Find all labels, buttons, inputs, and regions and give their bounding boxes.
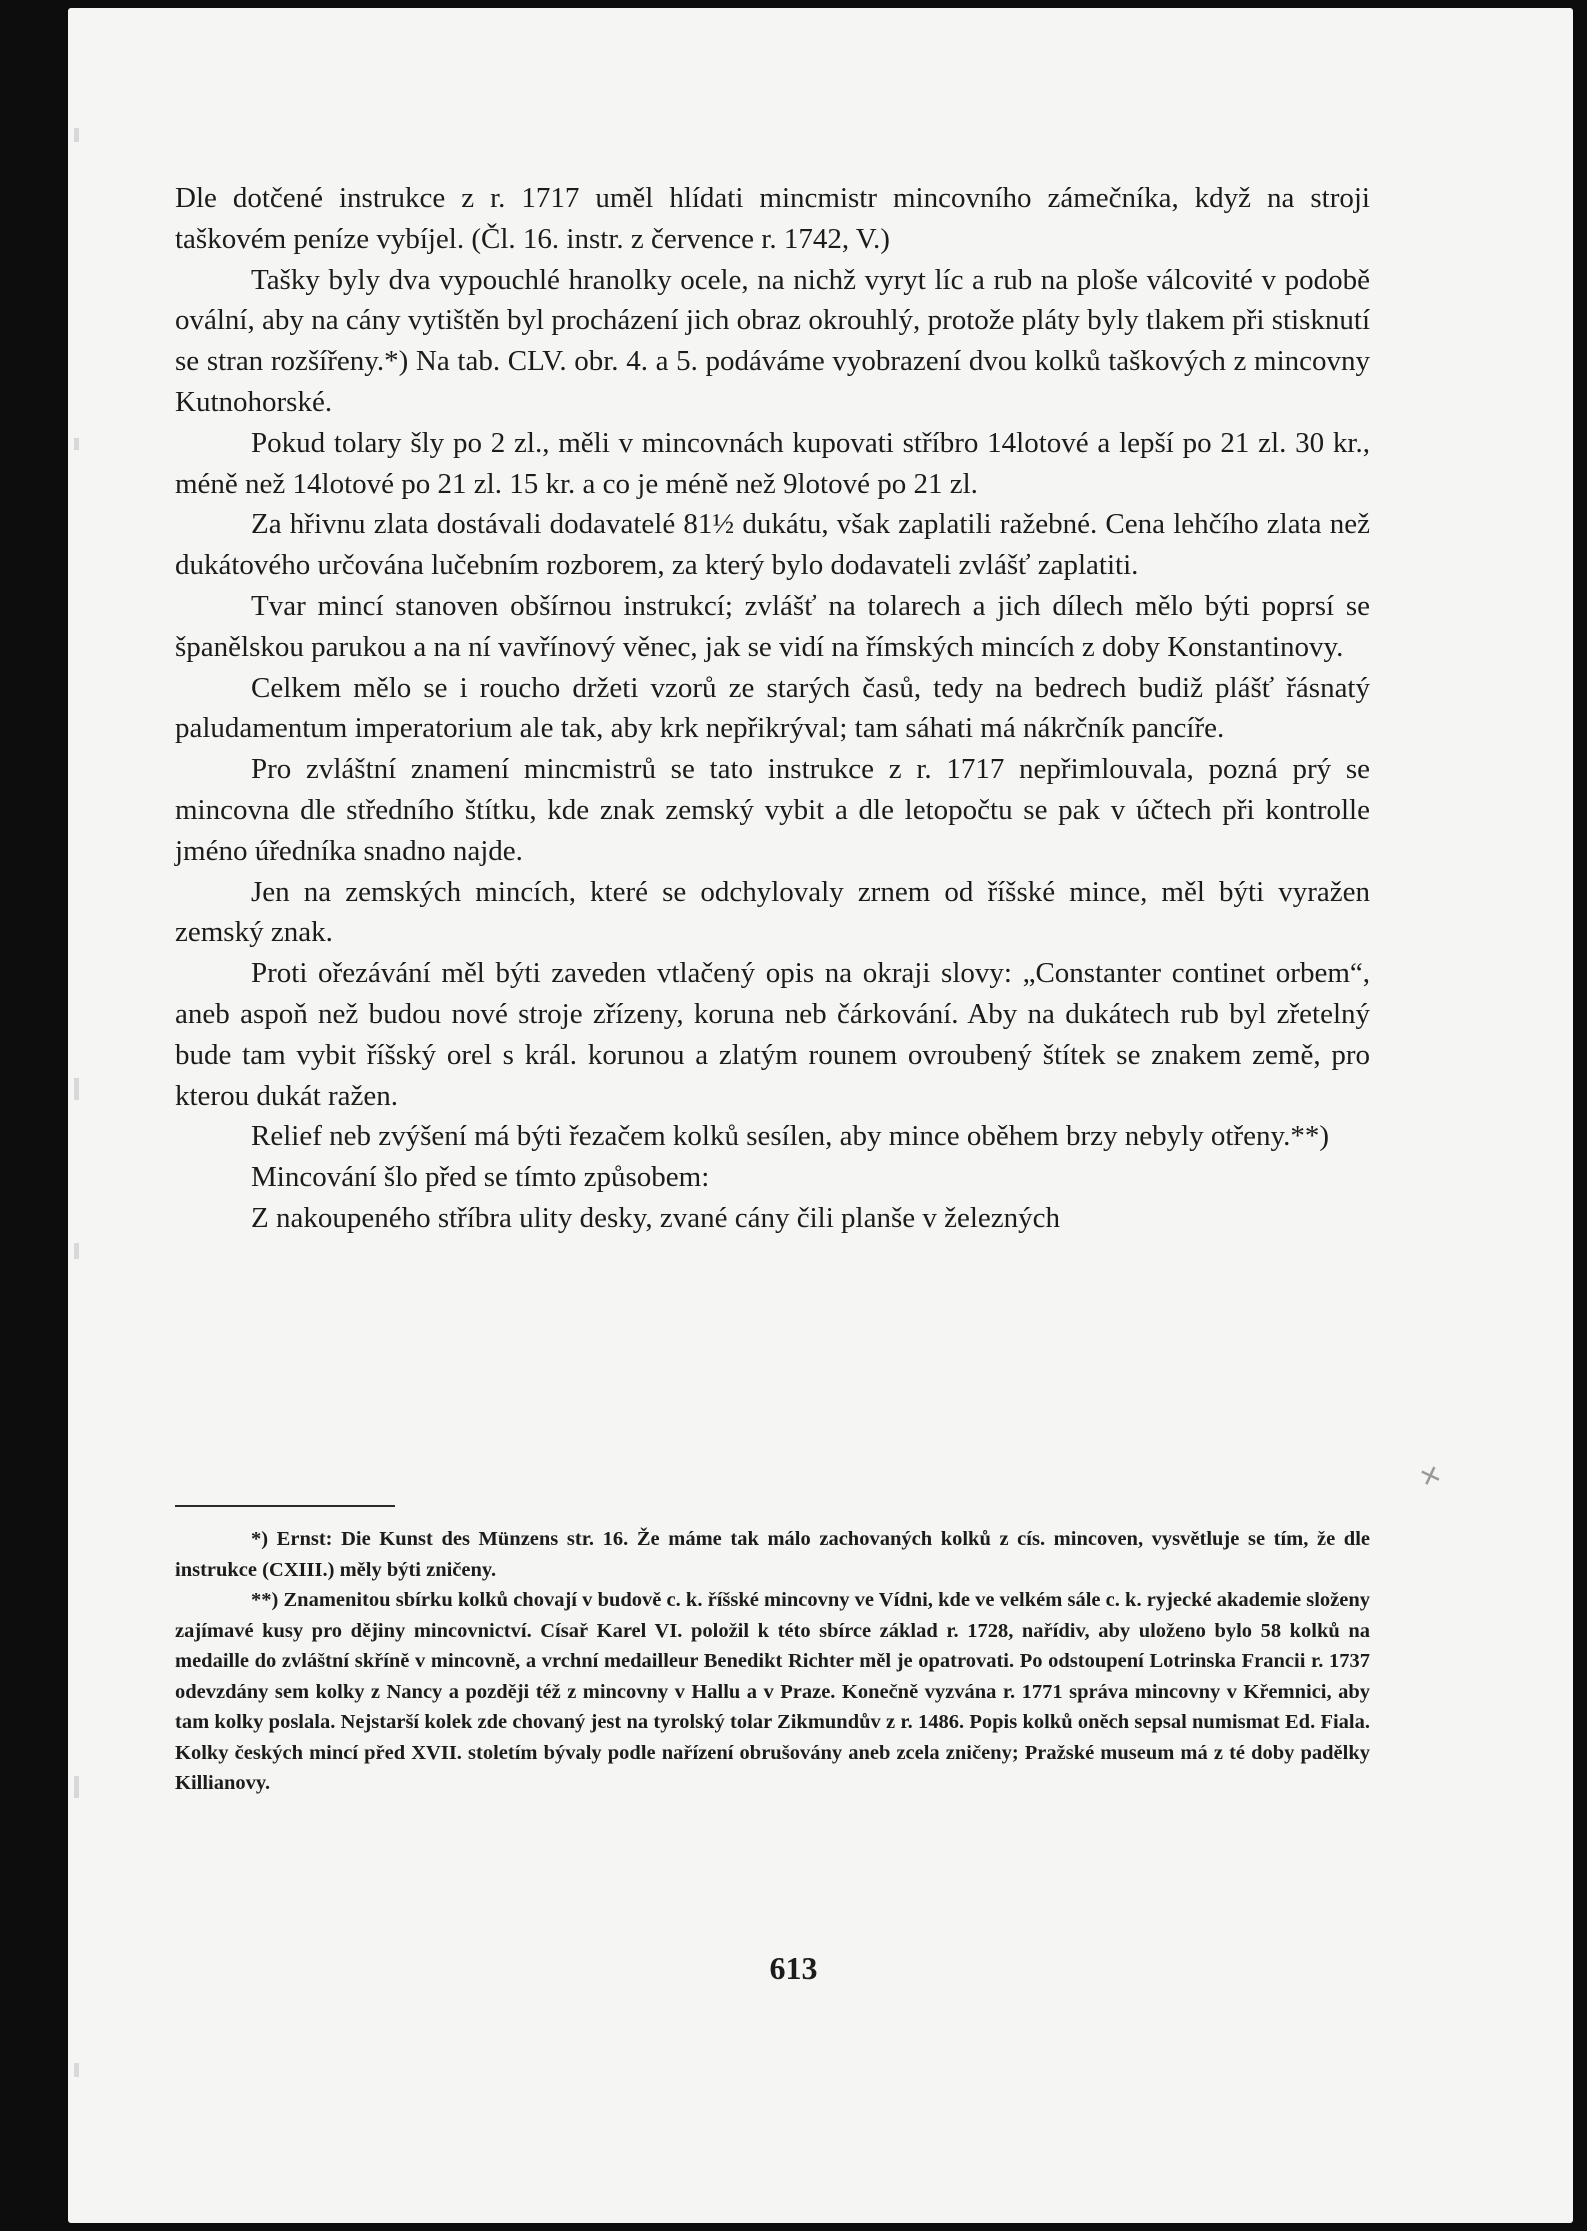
pencil-mark-icon: ✕ — [1415, 1459, 1447, 1495]
margin-mark — [74, 1776, 79, 1798]
margin-mark — [74, 438, 79, 450]
paragraph: Za hřivnu zlata dostávali dodavatelé 81½ dukátu, však zaplatili ražebné. Cena lehčího zlata než dukátového určována lučebním rozborem, za který bylo dodavateli zvlášť zaplatiti. — [175, 508, 1370, 582]
margin-mark — [74, 2063, 79, 2077]
paragraph: Dle dotčené instrukce z r. 1717 uměl hlídati mincmistr mincovního zámečníka, když na stroji taškovém peníze vybíjel. (Čl. 16. instr. z července r. 1742, V.) — [175, 182, 1370, 255]
paragraph: Mincování šlo před se tímto způsobem: — [251, 1161, 710, 1194]
margin-mark — [74, 1078, 79, 1100]
body-text — [175, 178, 1370, 1239]
margin-mark — [74, 128, 79, 142]
paragraph: Relief neb zvýšení má býti řezačem kolků sesílen, aby mince oběhem brzy nebyly otřeny.**) — [251, 1120, 1330, 1153]
paragraph: Z nakoupeného stříbra ulity desky, zvané cány čili planše v železných — [251, 1201, 1061, 1234]
footnote: **) Znamenitou sbírku kolků chovají v budově c. k. říšské mincovny ve Vídni, kde ve velkém sále c. k. ryjecké akademie složeny zajímavé kusy pro dějiny mincovnictví. Císař Karel VI. položil k této sbírce základ r. 1728, nařídiv, aby uloženo bylo 58 kolků na medaille do zvláštní skříně v mincovně, a vrchní medailleur Benedikt Richter měl je opatrovati. Po odstoupení Lotrinska Francii r. 1737 odevzdány sem kolky z Nancy a později též z mincovny v Hallu a v Praze. Konečně vyzvána r. 1771 správa mincovny v Křemnici, aby tam kolky poslala. Nejstarší kolek zde chovaný jest na tyrolský tolar Zikmundův z r. 1486. Popis kolků oněch sepsal numismat Ed. Fiala. Kolky českých mincí před XVII. stoletím bývaly podle nařízení obrušovány aneb zcela zničeny; Pražské museum má z té doby padělky Killianovy. — [175, 1589, 1370, 1794]
paragraph: Celkem mělo se i roucho držeti vzorů ze starých časů, tedy na bedrech budiž plášť řásnatý paludamentum imperatorium ale tak, aby krk nepřikrýval; tam sáhati má nákrčník pancíře. — [175, 671, 1370, 745]
paragraph: Pro zvláštní znamení mincmistrů se tato instrukce z r. 1717 nepřimlouvala, pozná prý se mincovna dle středního štítku, kde znak zemský vybit a dle letopočtu se pak v účtech při kontrolle jméno úředníka snadno najde. — [175, 753, 1370, 867]
page-number: 613 — [769, 1950, 818, 1986]
footnotes — [175, 1524, 1370, 1799]
footnote-separator — [175, 1505, 395, 1507]
margin-mark — [74, 1243, 79, 1259]
paragraph: Tašky byly dva vypouchlé hranolky ocele, na nichž vyryt líc a rub na ploše válcovité v podobě ovální, aby na cány vytištěn byl procházení jich obraz okrouhlý, protože pláty byly tlakem při stisknutí se stran rozšířeny.*) Na tab. CLV. obr. 4. a 5. podáváme vyobrazení dvou kolků taškových z mincovny Kutnohorské. — [175, 263, 1370, 418]
paragraph: Proti ořezávání měl býti zaveden vtlačený opis na okraji slovy: „Constanter continet orbem“, aneb aspoň než budou nové stroje zřízeny, koruna neb čárkování. Aby na dukátech rub byl zřetelný bude tam vybit říšský orel s král. korunou a zlatým rounem ovroubený štítek se znakem země, pro kterou dukát ražen. — [175, 957, 1370, 1112]
paragraph: Tvar mincí stanoven obšírnou instrukcí; zvlášť na tolarech a jich dílech mělo býti poprsí se španělskou parukou a na ní vavřínový věnec, jak se vidí na římských mincích z doby Konstantinovy. — [175, 589, 1370, 663]
paragraph: Pokud tolary šly po 2 zl., měli v mincovnách kupovati stříbro 14lotové a lepší po 21 zl. 30 kr., méně než 14lotové po 21 zl. 15 kr. a co je méně než 9lotové po 21 zl. — [175, 426, 1370, 500]
paragraph: Jen na zemských mincích, které se odchylovaly zrnem od říšské mince, měl býti vyražen zemský znak. — [175, 875, 1370, 949]
footnote: *) Ernst: Die Kunst des Münzens str. 16. Že máme tak málo zachovaných kolků z cís. mincoven, vysvětluje se tím, že dle instrukce (CXIII.) měly býti zničeny. — [175, 1528, 1370, 1581]
